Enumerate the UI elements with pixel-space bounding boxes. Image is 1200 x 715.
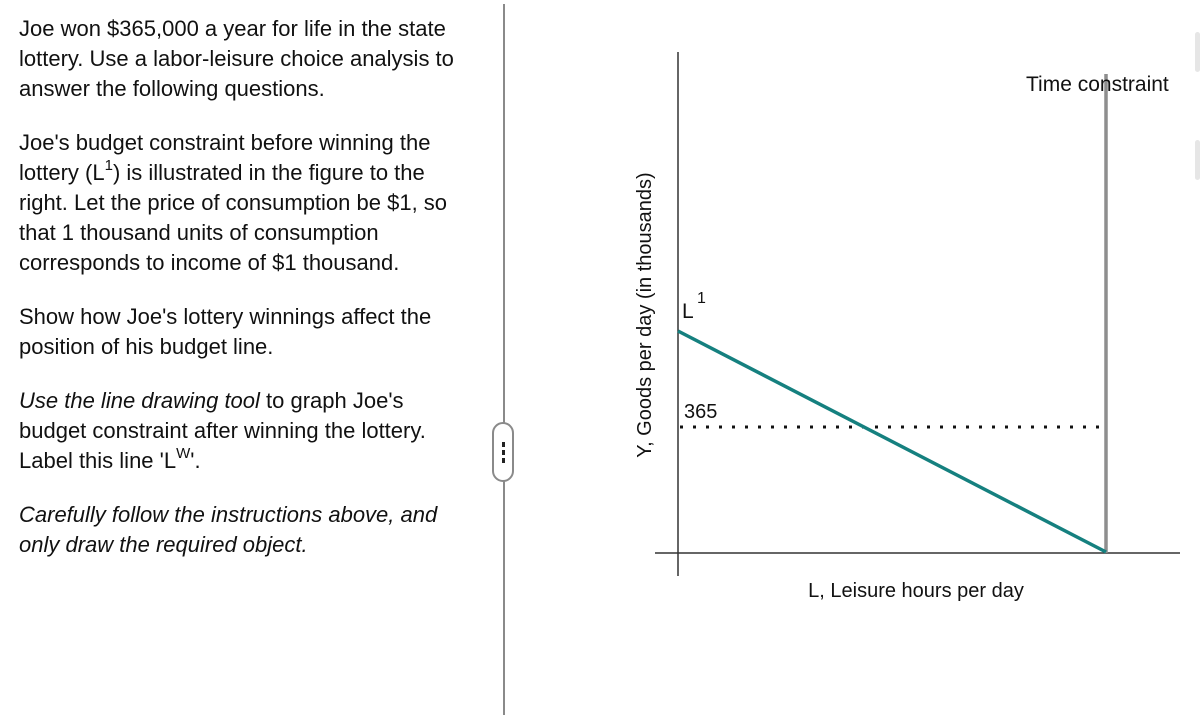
budget-description-text-end: ) is illustrated in the figure to the right. Let the price of consumption be $1, so that 1 thousand units of consumption corresponds to income of $1 thousand. xyxy=(19,160,448,275)
task-show-effect-text: Show how Joe's lottery winnings affect the position of his budget line. xyxy=(19,304,432,359)
task-draw-line-end: '. xyxy=(190,448,201,473)
line-tool-emphasis: Use the line drawing tool xyxy=(19,388,260,413)
budget-line-label-superscript: 1 xyxy=(697,290,706,307)
scroll-indicator-top xyxy=(1195,32,1200,72)
budget-line-l1[interactable] xyxy=(678,331,1106,552)
new-line-superscript: W xyxy=(176,444,191,462)
scroll-indicator-bottom xyxy=(1195,140,1200,180)
budget-line-label: L xyxy=(682,300,694,323)
caution-note-text: Carefully follow the instructions above, and only draw the required object. xyxy=(19,502,438,557)
time-constraint-label: Time constraint xyxy=(1026,73,1169,96)
y-axis-title: Y, Goods per day (in thousands) xyxy=(634,172,656,458)
budget-description-text: Joe's budget constraint before winning the lottery (L xyxy=(19,130,431,185)
x-axis-title: L, Leisure hours per day xyxy=(808,580,1024,602)
budget-line-superscript: 1 xyxy=(104,156,113,174)
level-365-label: 365 xyxy=(684,401,718,423)
problem-intro-text: Joe won $365,000 a year for life in the state lottery. Use a labor-leisure choice analysis to answer the following questions. xyxy=(19,16,454,101)
task-draw-line-text: to graph Joe's budget constraint after winning the lottery. Label this line 'L xyxy=(19,388,426,473)
